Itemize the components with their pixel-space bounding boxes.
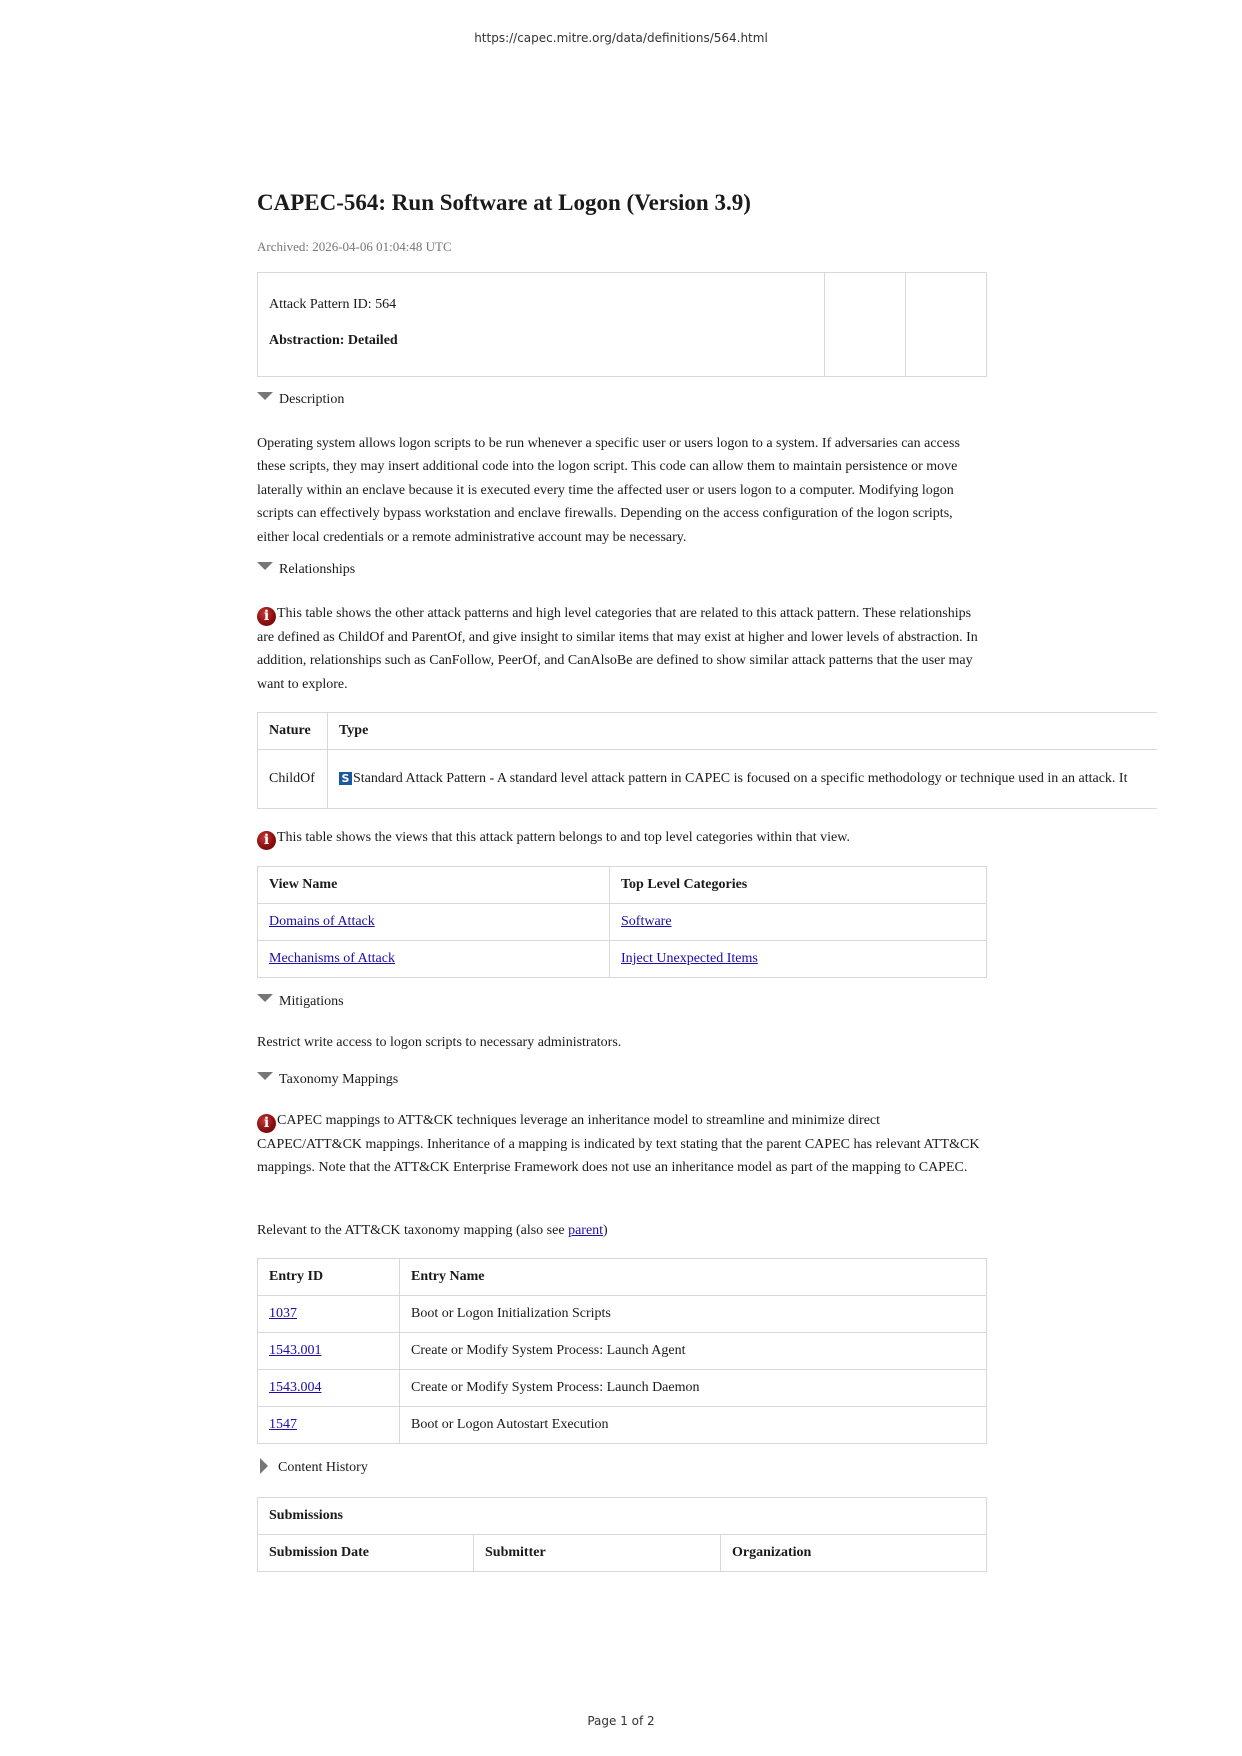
view-link-domains[interactable]: Domains of Attack: [269, 914, 375, 929]
relationships-table-viewport[interactable]: [257, 712, 1157, 812]
relationship-type: Standard Attack Pattern - A standard level attack pattern in CAPEC is focused on a specific methodology or technique used in an attack. It: [353, 771, 1128, 786]
category-link-inject[interactable]: Inject Unexpected Items: [621, 951, 758, 966]
table-header: Top Level Categories: [610, 867, 987, 904]
table-row: [258, 941, 987, 978]
caret-down-icon: [257, 994, 273, 1002]
submissions-table: [257, 1497, 987, 1572]
print-header-url: https://capec.mitre.org/data/definitions/564.html: [474, 31, 768, 45]
table-header: Entry Name: [400, 1259, 987, 1296]
caret-right-icon: [260, 1458, 268, 1474]
taxonomy-info: [257, 1109, 987, 1180]
parent-link[interactable]: parent: [568, 1223, 604, 1238]
table-header: View Name: [258, 867, 610, 904]
taxonomy-toggle[interactable]: [257, 1072, 398, 1088]
description-toggle[interactable]: [257, 392, 344, 408]
relevant-prefix: Relevant to the ATT&CK taxonomy mapping (also see: [257, 1223, 569, 1238]
table-row: [258, 1296, 987, 1333]
id-box-cell: [824, 273, 905, 376]
mitigations-text: Restrict write access to logon scripts to necessary administrators.: [257, 1035, 622, 1050]
taxonomy-info-text: CAPEC mappings to ATT&CK techniques leverage an inheritance model to streamline and minimize direct CAPEC/ATT&CK mappings. Inheritance of a mapping is indicated by text stating that the parent CAPEC has relevant ATT&CK mappings. Note that the ATT&CK Enterprise Framework does not use an inheritance model as part of the mapping to CAPEC.: [257, 1113, 980, 1176]
table-header: Submission Date: [258, 1535, 474, 1572]
page-title: CAPEC-564: Run Software at Logon (Version 3.9): [257, 190, 751, 215]
description-heading: Description: [279, 392, 345, 407]
entry-id-link[interactable]: 1543.001: [269, 1343, 322, 1358]
mitigations-toggle[interactable]: [257, 994, 344, 1010]
relationships-info-text: This table shows the other attack patterns and high level categories that are related to this attack pattern. These relationships are defined as ChildOf and ParentOf, and give insight to similar items that may exist at higher and lower levels of abstraction. In addition, relationships such as CanFollow, PeerOf, and CanAlsoBe are defined to show similar attack patterns that the user may want to explore.: [257, 606, 978, 692]
content-history-heading: Content History: [278, 1460, 368, 1475]
relationships-heading: Relationships: [279, 562, 356, 577]
table-row: [258, 1333, 987, 1370]
caret-down-icon: [257, 392, 273, 400]
id-box: [257, 272, 987, 377]
view-link-mechanisms[interactable]: Mechanisms of Attack: [269, 951, 395, 966]
entry-id-link[interactable]: 1037: [269, 1306, 297, 1321]
table-header: Submitter: [474, 1535, 721, 1572]
caret-down-icon: [257, 562, 273, 570]
table-row: [258, 904, 987, 941]
table-header: Nature: [258, 713, 328, 750]
attack-pattern-id: Attack Pattern ID: 564: [269, 297, 397, 312]
id-box-main: [258, 273, 824, 376]
content-history-toggle[interactable]: [257, 1460, 368, 1476]
relationships-toggle[interactable]: [257, 562, 355, 578]
archived-timestamp: Archived: 2026-04-06 01:04:48 UTC: [257, 239, 452, 254]
id-box-cell: [905, 273, 986, 376]
table-row: [258, 1370, 987, 1407]
table-row: [258, 1407, 987, 1444]
entry-name: Boot or Logon Autostart Execution: [400, 1407, 987, 1444]
entry-name: Create or Modify System Process: Launch Agent: [400, 1333, 987, 1370]
relevant-suffix: ): [603, 1223, 608, 1238]
info-icon: i: [257, 607, 276, 626]
description-text: Operating system allows logon scripts to be run whenever a specific user or users logon to a system. If adversaries can access these scripts, they may insert additional code into the logon script. This code can allow them to maintain persistence or move laterally within an enclave because it is executed every time the affected user or users logon to a computer. Modifying logon scripts can effectively bypass workstation and enclave firewalls. Depending on the access configuration of the logon scripts, either local credentials or a remote administrative account may be necessary.: [257, 436, 960, 545]
table-header: Type: [328, 713, 1158, 750]
table-header: Entry ID: [258, 1259, 400, 1296]
print-footer-page: Page 1 of 2: [587, 1714, 655, 1728]
info-icon: i: [257, 1114, 276, 1133]
table-row: [258, 750, 1158, 809]
abstraction-level: Abstraction: Detailed: [269, 333, 398, 348]
taxonomy-relevant: [257, 1219, 987, 1242]
entry-name: Create or Modify System Process: Launch Daemon: [400, 1370, 987, 1407]
entry-name: Boot or Logon Initialization Scripts: [400, 1296, 987, 1333]
views-info: [257, 826, 987, 850]
taxonomy-table: [257, 1258, 987, 1444]
caret-down-icon: [257, 1072, 273, 1080]
table-header: Organization: [721, 1535, 987, 1572]
views-info-text: This table shows the views that this attack pattern belongs to and top level categories within that view.: [277, 830, 850, 845]
info-icon: i: [257, 831, 276, 850]
mitigations-heading: Mitigations: [279, 994, 344, 1009]
entry-id-link[interactable]: 1543.004: [269, 1380, 322, 1395]
standard-pattern-icon: S: [339, 772, 352, 785]
taxonomy-heading: Taxonomy Mappings: [279, 1072, 399, 1087]
relationships-info: [257, 602, 987, 696]
submissions-label: Submissions: [258, 1498, 987, 1535]
relationships-table: [257, 712, 1157, 809]
views-table: [257, 866, 987, 978]
relationship-nature: ChildOf: [258, 750, 328, 809]
entry-id-link[interactable]: 1547: [269, 1417, 297, 1432]
category-link-software[interactable]: Software: [621, 914, 672, 929]
